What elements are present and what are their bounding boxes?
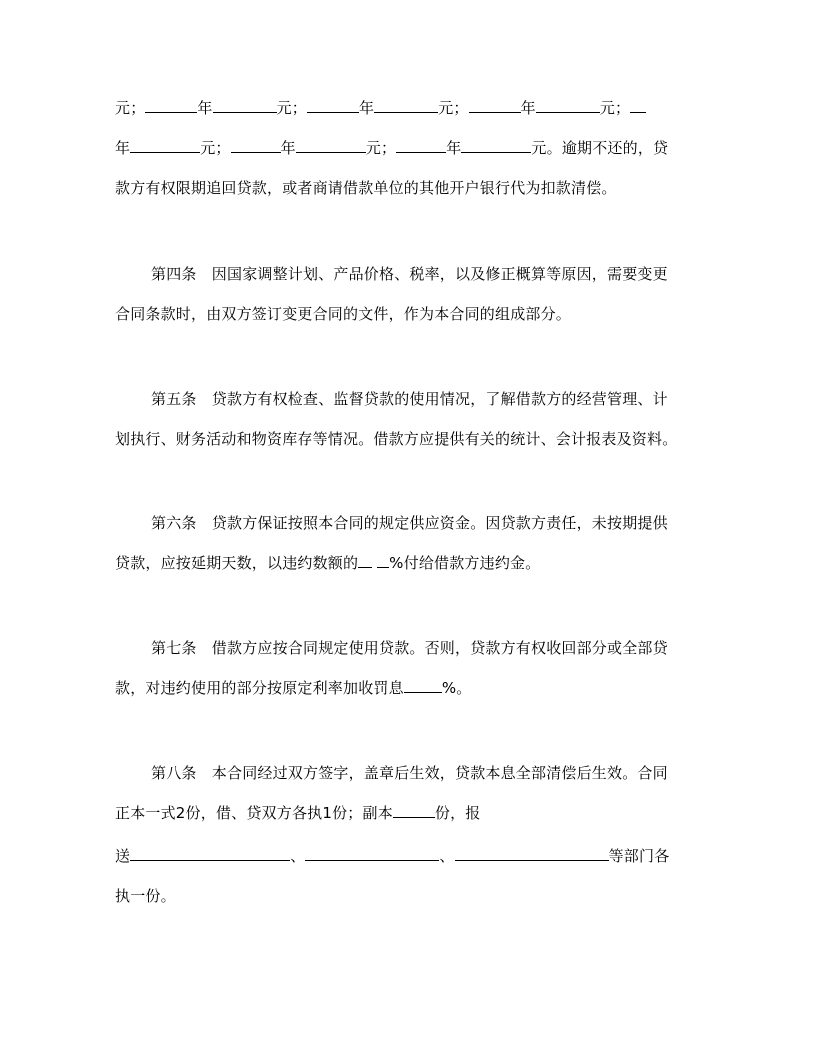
article-8-line-3: 送 、 、 等部门各 <box>115 847 670 865</box>
blank-amount <box>374 98 438 113</box>
blank-year <box>145 98 197 113</box>
blank-amount <box>213 98 277 113</box>
blank-amount <box>296 138 366 153</box>
repayment-schedule-line-2: 年 元； 年 元； 年 元。逾期不还的，贷 <box>115 139 669 157</box>
blank-year <box>231 138 281 153</box>
article-4-line-2: 合同条款时，由双方签订变更合同的文件，作为本合同的组成部分。 <box>115 305 572 323</box>
article-5-line-1: 第五条 贷款方有权检查、监督贷款的使用情况，了解借款方的经营管理、计 <box>151 390 668 408</box>
article-5-line-2: 划执行、财务活动和物资库存等情况。借款方应提供有关的统计、会计报表及资料。 <box>115 430 678 448</box>
article-4-line-1: 第四条 因国家调整计划、产品价格、税率，以及修正概算等原因，需要变更 <box>151 265 668 283</box>
article-8-line-4: 执一份。 <box>115 887 176 905</box>
blank-year <box>307 98 359 113</box>
article-8-line-2: 正本一式2份，借、贷双方各执1份；副本 份，报 <box>115 804 481 822</box>
blank-department <box>130 846 290 861</box>
blank-year <box>396 138 446 153</box>
blank-percent <box>358 553 372 568</box>
article-7-line-1: 第七条 借款方应按合同规定使用贷款。否则，贷款方有权收回部分或全部贷 <box>151 639 668 657</box>
article-7-line-2: 款，对违约使用的部分按原定利率加收罚息 %。 <box>115 679 472 697</box>
blank-year <box>630 98 646 113</box>
article-8-line-1: 第八条 本合同经过双方签字，盖章后生效，贷款本息全部清偿后生效。合同 <box>151 764 668 782</box>
article-6-line-1: 第六条 贷款方保证按照本合同的规定供应资金。因贷款方责任，未按期提供 <box>151 514 668 532</box>
article-6-line-2: 贷款，应按延期天数，以违约数额的 %付给借款方违约金。 <box>115 554 541 572</box>
blank-department <box>305 846 439 861</box>
blank-department <box>455 846 609 861</box>
repayment-schedule-line-1: 元； 年 元； 年 元； 年 元； <box>115 98 705 118</box>
paragraph-line: 款方有权限期追回贷款，或者商请借款单位的其他开户银行代为扣款清偿。 <box>115 179 617 197</box>
blank-penalty-rate <box>404 678 442 693</box>
blank-percent <box>377 553 389 568</box>
blank-copies <box>393 803 435 818</box>
blank-amount <box>130 138 200 153</box>
blank-amount <box>461 138 531 153</box>
blank-year <box>469 98 521 113</box>
blank-amount <box>536 98 600 113</box>
